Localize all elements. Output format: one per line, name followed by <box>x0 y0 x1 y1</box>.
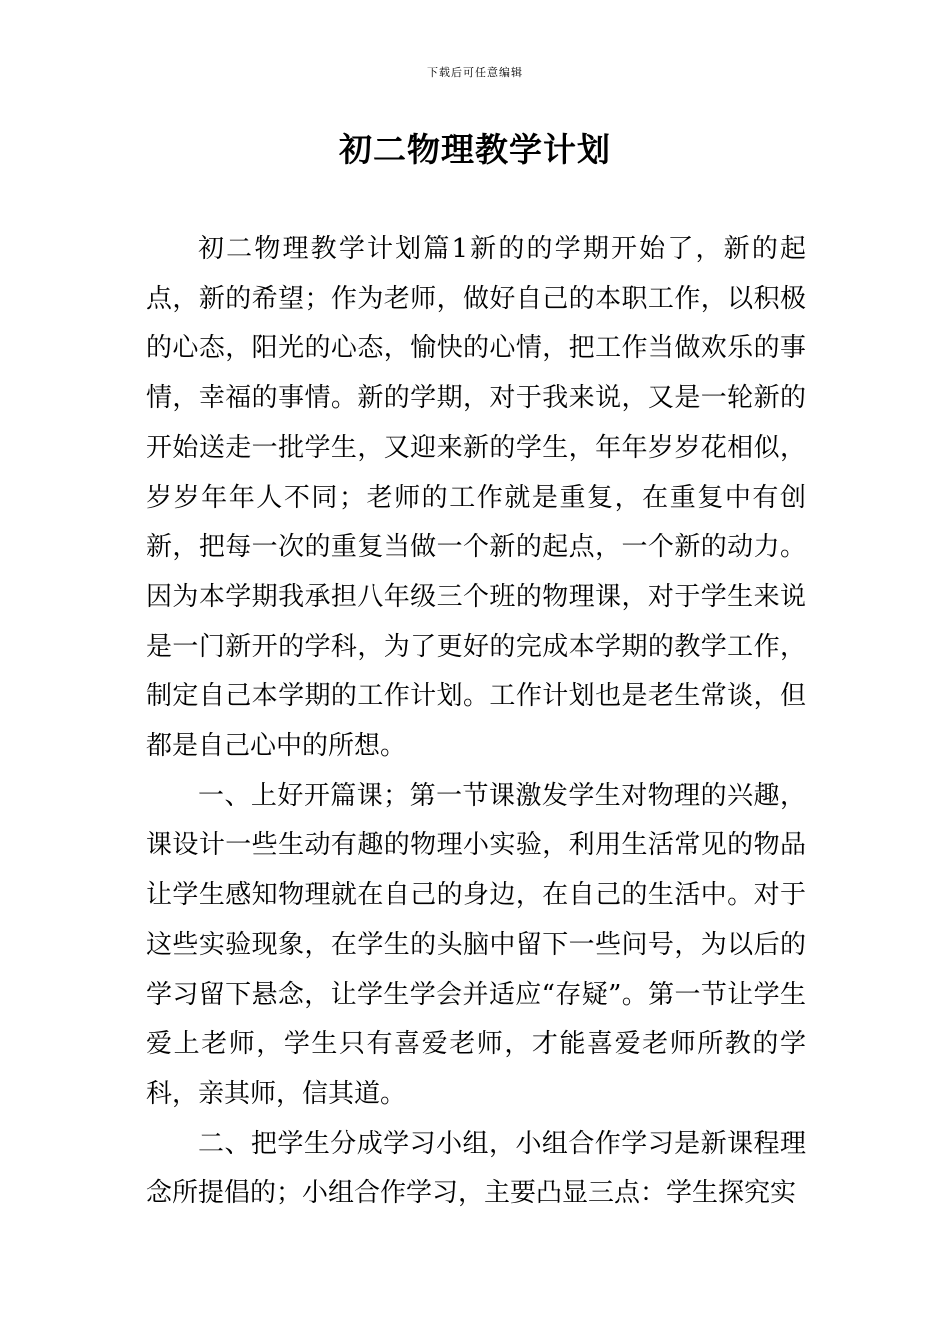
header-note: 下载后可任意编辑 <box>427 66 523 79</box>
paragraph-point-2: 二、把学生分成学习小组，小组合作学习是新课程理念所提倡的；小组合作学习，主要凸显三点：学生探究实 <box>146 1128 806 1209</box>
paragraph-point-1: 一、上好开篇课；第一节课激发学生对物理的兴趣，课设计一些生动有趣的物理小实验，利用生活常见的物品让学生感知物理就在自己的身边，在自己的生活中。对于这些实验现象，在学生的头脑中留下一些问号，为以后的学习留下悬念，让学生学会并适应“存疑”。第一节让学生爱上老师，学生只有喜爱老师，才能喜爱老师所教的学科，亲其师，信其道。 <box>146 780 806 1109</box>
paragraph-intro: 初二物理教学计划篇1新的的学期开始了，新的起点，新的希望；作为老师，做好自己的本职工作，以积极的心态，阳光的心态，愉快的心情，把工作当做欢乐的事情，幸福的事情。新的学期，对于我来说，又是一轮新的开始送走一批学生，又迎来新的学生，年年岁岁花相似，岁岁年年人不同；老师的工作就是重复，在重复中有创新，把每一次的重复当做一个新的起点，一个新的动力。因为本学期我承担八年级三个班的物理课，对于学生来说是一门新开的学科，为了更好的完成本学期的教学工作，制定自己本学期的工作计划。工作计划也是老生常谈，但都是自己心中的所想。 <box>146 234 806 762</box>
document-body <box>146 225 806 1219</box>
document-title: 初二物理教学计划 <box>339 130 611 169</box>
